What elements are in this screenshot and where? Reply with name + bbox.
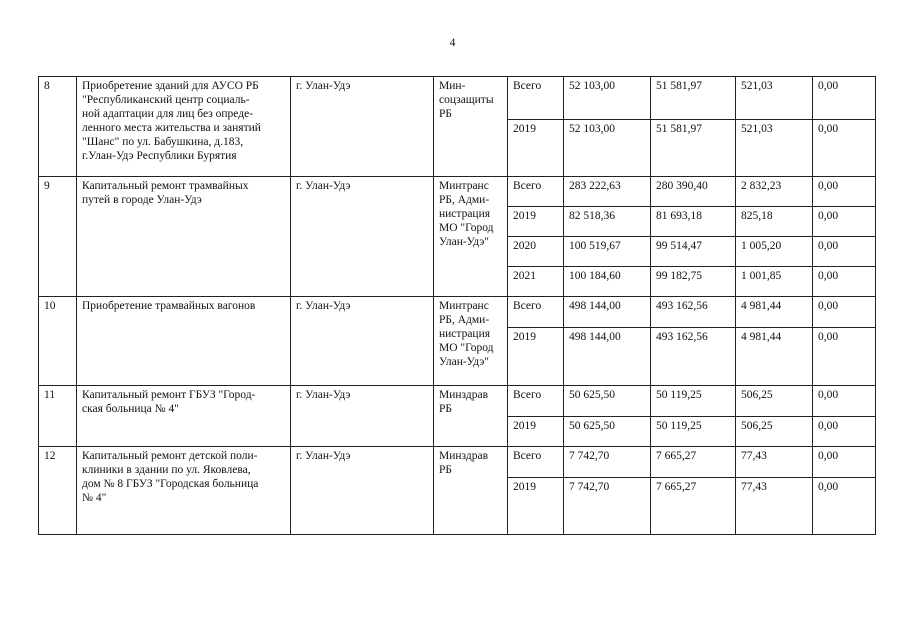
total-cell: 50 625,50 <box>564 417 651 447</box>
year-cell: Всего <box>508 77 564 120</box>
local-cell: 0,00 <box>813 207 876 237</box>
total-cell: 52 103,00 <box>564 120 651 177</box>
row-organization: Минздрав РБ <box>434 386 508 447</box>
regional-cell: 506,25 <box>736 417 813 447</box>
federal-cell: 99 514,47 <box>651 237 736 267</box>
row-number: 12 <box>39 447 77 535</box>
local-cell: 0,00 <box>813 478 876 535</box>
total-cell: 7 742,70 <box>564 447 651 478</box>
year-cell: 2020 <box>508 237 564 267</box>
row-location: г. Улан-Удэ <box>291 77 434 177</box>
federal-cell: 7 665,27 <box>651 478 736 535</box>
year-cell: Всего <box>508 386 564 417</box>
row-description: Приобретение трамвайных вагонов <box>77 297 291 386</box>
row-organization: Мин- соцзащиты РБ <box>434 77 508 177</box>
federal-cell: 51 581,97 <box>651 120 736 177</box>
investment-table <box>38 76 876 535</box>
local-cell: 0,00 <box>813 447 876 478</box>
local-cell: 0,00 <box>813 267 876 297</box>
regional-cell: 521,03 <box>736 120 813 177</box>
year-cell: Всего <box>508 447 564 478</box>
federal-cell: 50 119,25 <box>651 417 736 447</box>
local-cell: 0,00 <box>813 328 876 386</box>
federal-cell: 99 182,75 <box>651 267 736 297</box>
table-row <box>39 447 876 478</box>
row-organization: Минтранс РБ, Адми- нистрация МО "Город Улан-Удэ" <box>434 297 508 386</box>
table-row <box>39 297 876 328</box>
year-cell: 2019 <box>508 207 564 237</box>
total-cell: 283 222,63 <box>564 177 651 207</box>
federal-cell: 51 581,97 <box>651 77 736 120</box>
row-description: Капитальный ремонт ГБУЗ "Город- ская больница № 4" <box>77 386 291 447</box>
total-cell: 82 518,36 <box>564 207 651 237</box>
table-row <box>39 386 876 417</box>
year-cell: 2019 <box>508 417 564 447</box>
total-cell: 100 519,67 <box>564 237 651 267</box>
local-cell: 0,00 <box>813 120 876 177</box>
regional-cell: 2 832,23 <box>736 177 813 207</box>
local-cell: 0,00 <box>813 386 876 417</box>
total-cell: 50 625,50 <box>564 386 651 417</box>
local-cell: 0,00 <box>813 297 876 328</box>
table-row <box>39 177 876 207</box>
year-cell: 2021 <box>508 267 564 297</box>
regional-cell: 506,25 <box>736 386 813 417</box>
federal-cell: 81 693,18 <box>651 207 736 237</box>
federal-cell: 7 665,27 <box>651 447 736 478</box>
year-cell: 2019 <box>508 478 564 535</box>
row-organization: Минздрав РБ <box>434 447 508 535</box>
regional-cell: 4 981,44 <box>736 297 813 328</box>
federal-cell: 493 162,56 <box>651 297 736 328</box>
page-number: 4 <box>449 37 456 49</box>
local-cell: 0,00 <box>813 77 876 120</box>
regional-cell: 77,43 <box>736 478 813 535</box>
year-cell: 2019 <box>508 120 564 177</box>
federal-cell: 280 390,40 <box>651 177 736 207</box>
table-row <box>39 77 876 120</box>
table-body <box>39 77 876 535</box>
federal-cell: 50 119,25 <box>651 386 736 417</box>
federal-cell: 493 162,56 <box>651 328 736 386</box>
total-cell: 498 144,00 <box>564 297 651 328</box>
year-cell: 2019 <box>508 328 564 386</box>
row-number: 10 <box>39 297 77 386</box>
row-location: г. Улан-Удэ <box>291 177 434 297</box>
total-cell: 7 742,70 <box>564 478 651 535</box>
row-description: Капитальный ремонт детской поли- клиники в здании по ул. Яковлева, дом № 8 ГБУЗ "Городская больница № 4" <box>77 447 291 535</box>
regional-cell: 521,03 <box>736 77 813 120</box>
row-location: г. Улан-Удэ <box>291 297 434 386</box>
regional-cell: 1 001,85 <box>736 267 813 297</box>
year-cell: Всего <box>508 177 564 207</box>
row-description: Капитальный ремонт трамвайных путей в городе Улан-Удэ <box>77 177 291 297</box>
row-location: г. Улан-Удэ <box>291 447 434 535</box>
row-number: 11 <box>39 386 77 447</box>
local-cell: 0,00 <box>813 177 876 207</box>
regional-cell: 4 981,44 <box>736 328 813 386</box>
year-cell: Всего <box>508 297 564 328</box>
regional-cell: 1 005,20 <box>736 237 813 267</box>
total-cell: 52 103,00 <box>564 77 651 120</box>
local-cell: 0,00 <box>813 417 876 447</box>
row-number: 8 <box>39 77 77 177</box>
total-cell: 498 144,00 <box>564 328 651 386</box>
total-cell: 100 184,60 <box>564 267 651 297</box>
regional-cell: 77,43 <box>736 447 813 478</box>
local-cell: 0,00 <box>813 237 876 267</box>
row-number: 9 <box>39 177 77 297</box>
row-organization: Минтранс РБ, Адми- нистрация МО "Город Улан-Удэ" <box>434 177 508 297</box>
row-location: г. Улан-Удэ <box>291 386 434 447</box>
row-description: Приобретение зданий для АУСО РБ "Республиканский центр социаль- ной адаптации для лиц без опреде- ленного места жительства и занятий "Шанс" по ул. Бабушкина, д.183, г.Улан-Удэ Республики Бурятия <box>77 77 291 177</box>
regional-cell: 825,18 <box>736 207 813 237</box>
